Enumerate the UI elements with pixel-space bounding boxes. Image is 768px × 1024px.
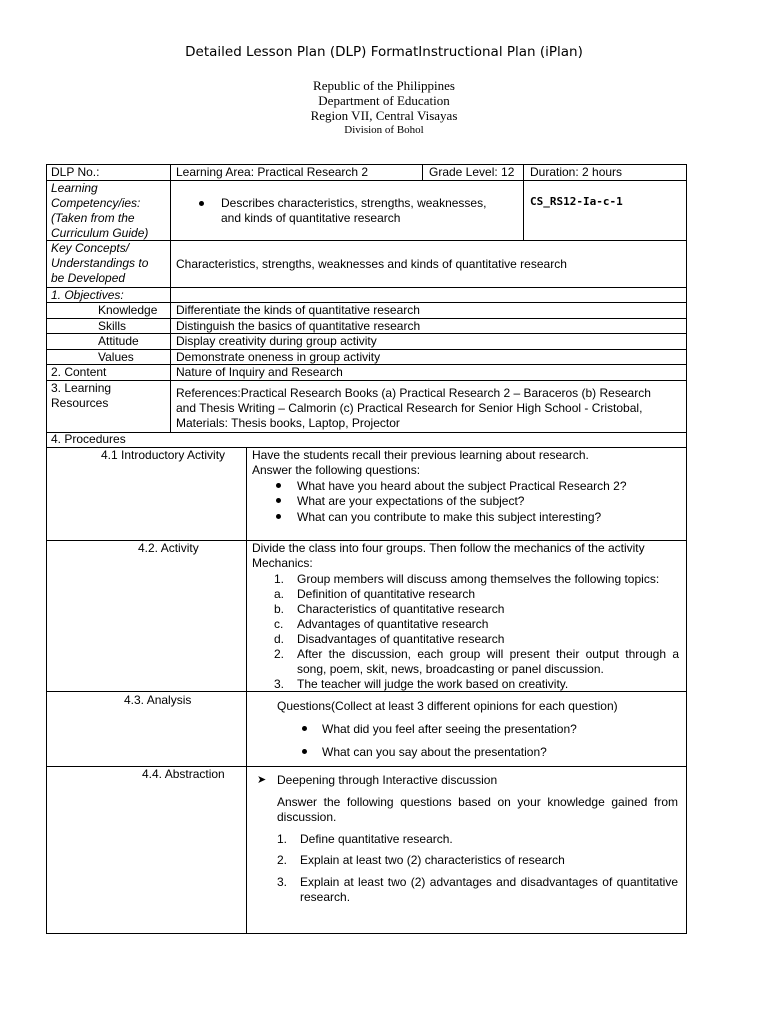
analysis-intro: Questions(Collect at least 3 different opinions for each question) bbox=[277, 699, 618, 713]
key-concepts-label-2: Understandings to bbox=[51, 256, 149, 270]
activity-marker: b. bbox=[274, 602, 285, 616]
competency-text-1: Describes characteristics, strengths, weaknesses, bbox=[221, 196, 487, 210]
resources-line-1: References:Practical Research Books (a) Practical Research 2 – Baraceros (b) Research bbox=[176, 386, 651, 400]
objective-value-skills: Distinguish the basics of quantitative research bbox=[176, 319, 421, 333]
activity-item: After the discussion, each group will present their output through a song, poem, skit, news, broadcasting or panel discussion. bbox=[297, 647, 679, 676]
resources-label-1: 3. Learning bbox=[51, 381, 112, 395]
objective-name-values: Values bbox=[98, 350, 134, 364]
grade-level: Grade Level: 12 bbox=[429, 165, 515, 179]
activity-item: Disadvantages of quantitative research bbox=[297, 632, 505, 646]
document-title: Detailed Lesson Plan (DLP) FormatInstructional Plan (iPlan) bbox=[185, 44, 583, 60]
objective-name-knowledge: Knowledge bbox=[98, 303, 158, 317]
abstraction-question: Explain at least two (2) characteristics of research bbox=[300, 853, 565, 867]
content-label: 2. Content bbox=[51, 365, 107, 379]
competency-label-4: Curriculum Guide) bbox=[51, 226, 149, 240]
activity-item: Characteristics of quantitative research bbox=[297, 602, 505, 616]
arrow-bullet-icon: ➤ bbox=[257, 774, 267, 786]
objective-name-skills: Skills bbox=[98, 319, 127, 333]
competency-label-2: Competency/ies: bbox=[51, 196, 141, 210]
bullet-icon bbox=[276, 514, 281, 519]
resources-line-3: Materials: Thesis books, Laptop, Projector bbox=[176, 416, 400, 430]
objective-value-values: Demonstrate oneness in group activity bbox=[176, 350, 381, 364]
introductory-question: What are your expectations of the subject? bbox=[297, 494, 525, 508]
header-department: Department of Education bbox=[318, 93, 450, 108]
activity-line-1: Divide the class into four groups. Then follow the mechanics of the activity bbox=[252, 541, 645, 555]
dlp-number-label: DLP No.: bbox=[51, 165, 100, 179]
activity-item: Advantages of quantitative research bbox=[297, 617, 489, 631]
activity-marker: d. bbox=[274, 632, 285, 646]
competency-text-2: and kinds of quantitative research bbox=[221, 211, 401, 225]
activity-marker: c. bbox=[274, 617, 284, 631]
objective-value-attitude: Display creativity during group activity bbox=[176, 334, 377, 348]
introductory-line-1: Have the students recall their previous learning about research. bbox=[252, 448, 589, 462]
abstraction-question: Define quantitative research. bbox=[300, 832, 453, 846]
activity-item: Group members will discuss among themselves the following topics: bbox=[297, 572, 660, 586]
activity-marker: 1. bbox=[274, 572, 285, 586]
bullet-icon bbox=[199, 201, 204, 206]
competency-label-3: (Taken from the bbox=[51, 211, 135, 225]
resources-line-2: and Thesis Writing – Calmorin (c) Practical Research for Senior High School - Cristobal, bbox=[176, 401, 643, 415]
objectives-label: 1. Objectives: bbox=[51, 288, 124, 302]
introductory-question: What have you heard about the subject Practical Research 2? bbox=[297, 479, 627, 493]
abstraction-intro: Answer the following questions based on your knowledge gained from discussion. bbox=[277, 795, 678, 824]
bullet-icon bbox=[276, 498, 281, 503]
bullet-icon bbox=[276, 483, 281, 488]
competency-label-1: Learning bbox=[51, 181, 98, 195]
analysis-question: What did you feel after seeing the presentation? bbox=[322, 722, 577, 736]
abstraction-marker: 3. bbox=[277, 875, 288, 889]
introductory-activity-label: 4.1 Introductory Activity bbox=[101, 448, 226, 462]
activity-line-2: Mechanics: bbox=[252, 556, 313, 570]
lesson-plan-table bbox=[46, 164, 687, 934]
key-concepts-label-3: be Developed bbox=[51, 271, 126, 285]
objective-value-knowledge: Differentiate the kinds of quantitative research bbox=[176, 303, 420, 317]
bullet-icon bbox=[302, 726, 307, 731]
header-republic: Republic of the Philippines bbox=[313, 78, 455, 93]
objective-name-attitude: Attitude bbox=[98, 334, 139, 348]
activity-marker: a. bbox=[274, 587, 285, 601]
resources-label-2: Resources bbox=[51, 396, 109, 410]
analysis-question: What can you say about the presentation? bbox=[322, 745, 547, 759]
abstraction-arrow-item: Deepening through Interactive discussion bbox=[277, 773, 498, 787]
activity-marker: 3. bbox=[274, 677, 285, 691]
bullet-icon bbox=[302, 749, 307, 754]
content-value: Nature of Inquiry and Research bbox=[176, 365, 343, 379]
introductory-line-2: Answer the following questions: bbox=[252, 463, 421, 477]
abstraction-label: 4.4. Abstraction bbox=[142, 767, 225, 781]
competency-code: CS_RS12-Ia-c-1 bbox=[530, 195, 623, 208]
learning-area: Learning Area: Practical Research 2 bbox=[176, 165, 369, 179]
activity-item: The teacher will judge the work based on creativity. bbox=[297, 677, 569, 691]
procedures-label: 4. Procedures bbox=[51, 432, 126, 446]
analysis-label: 4.3. Analysis bbox=[124, 693, 192, 707]
abstraction-question: Explain at least two (2) advantages and disadvantages of quantitative research. bbox=[300, 875, 678, 904]
header-division: Division of Bohol bbox=[344, 124, 424, 136]
abstraction-marker: 1. bbox=[277, 832, 288, 846]
activity-label: 4.2. Activity bbox=[138, 541, 199, 555]
abstraction-marker: 2. bbox=[277, 853, 288, 867]
key-concepts-label-1: Key Concepts/ bbox=[51, 241, 130, 255]
introductory-question: What can you contribute to make this subject interesting? bbox=[297, 510, 602, 524]
header-region: Region VII, Central Visayas bbox=[310, 108, 458, 123]
duration: Duration: 2 hours bbox=[530, 165, 623, 179]
key-concepts-text: Characteristics, strengths, weaknesses and kinds of quantitative research bbox=[176, 257, 567, 271]
activity-marker: 2. bbox=[274, 647, 285, 661]
activity-item: Definition of quantitative research bbox=[297, 587, 476, 601]
